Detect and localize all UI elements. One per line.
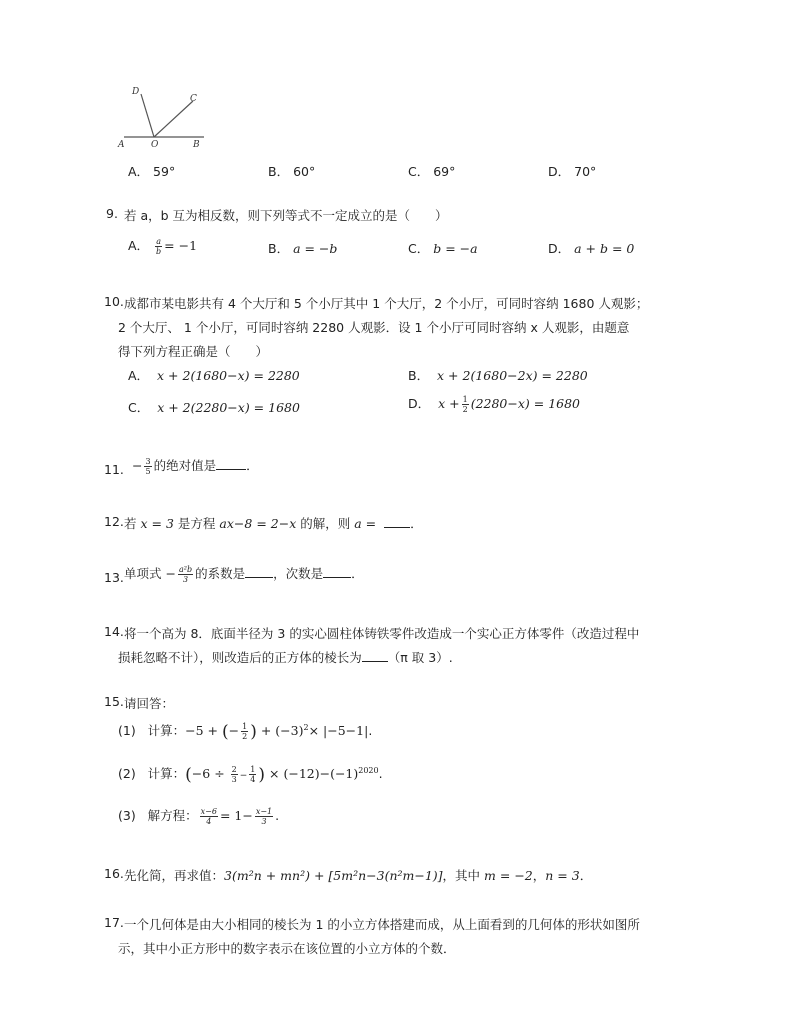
q9-option-c: C． b = −a bbox=[408, 241, 478, 256]
q10-option-a: A． x + 2(1680−x) = 2280 bbox=[128, 368, 300, 383]
q10-stem-line3: 得下列方程正确是（ ） bbox=[118, 344, 269, 359]
q9-option-a: A． $\frac{a}{b}$ = −1 bbox=[128, 237, 198, 256]
q10-option-d: D． x + $\frac{1}{2}$ (2280−x) = 1680 bbox=[408, 395, 581, 414]
ray-oc bbox=[154, 101, 193, 137]
q9-stem: 若 a，b 互为相反数，则下列等式不一定成立的是（ ） bbox=[124, 208, 448, 223]
label-d: D bbox=[132, 87, 140, 97]
q14-answer-blank[interactable] bbox=[362, 650, 388, 662]
q11-body: − $\frac{3}{5}$ 的绝对值是 ． bbox=[132, 457, 259, 476]
q14-line2: 损耗忽略不计），则改造后的正方体的棱长为 （π 取 3）. bbox=[118, 650, 453, 665]
q9-option-b: B． a = −b bbox=[268, 241, 338, 256]
q16-number: 16. bbox=[104, 866, 124, 881]
angle-figure bbox=[110, 80, 220, 152]
q10-number: 10. bbox=[104, 294, 124, 309]
q13-blank-coefficient[interactable] bbox=[245, 566, 273, 578]
q13-number: 13. bbox=[104, 570, 124, 585]
q15-part3: (3) 解方程： $\frac{x-6}{4}$ = 1− $\frac{x-1}{3}$ . bbox=[118, 807, 280, 826]
q15-part1: (1) 计算：−5 + (− $\frac{1}{2}$ ) + $(-3)^2\times |-5-1|$. bbox=[118, 722, 373, 742]
q13-blank-degree[interactable] bbox=[323, 566, 351, 578]
q9-number: 9. bbox=[106, 206, 118, 221]
q17-line1: 一个几何体是由大小相同的棱长为 1 的小立方体搭建而成，从上面看到的几何体的形状如图所 bbox=[124, 917, 640, 932]
label-c: C bbox=[190, 94, 197, 104]
q15-part2: (2) 计算：(−6 ÷ $\frac{2}{3}$ − $\frac{1}{4}$ ) × $(-12)-(-1)^{2020}$. bbox=[118, 765, 383, 785]
q10-stem-line1: 成都市某电影共有 4 个大厅和 5 个小厅其中 1 个大厅，2 个小厅，可同时容纳 1680 人观影； bbox=[124, 296, 649, 311]
q12-body: 若 x = 3 是方程 ax−8 = 2−x 的解，则 a = ． bbox=[124, 516, 423, 531]
q15-stem: 请回答： bbox=[124, 696, 175, 711]
q14-line1: 将一个高为 8．底面半径为 3 的实心圆柱体铸铁零件改造成一个实心正方体零件（改造过程中 bbox=[124, 626, 640, 641]
q17-number: 17. bbox=[104, 915, 124, 930]
label-o: O bbox=[151, 140, 159, 150]
q17-line2: 示，其中小正方形中的数字表示在该位置的小立方体的个数． bbox=[118, 941, 456, 956]
q8-option-c: C． 69° bbox=[408, 164, 456, 179]
label-a: A bbox=[118, 140, 125, 150]
q10-stem-line2: 2 个大厅、 1 个小厅，可同时容纳 2280 人观影．设 1 个小厅可同时容纳 x 人观影，由题意 bbox=[118, 320, 630, 335]
q11-number: 11. bbox=[104, 462, 124, 477]
q8-option-a: A． 59° bbox=[128, 164, 176, 179]
ray-od bbox=[141, 94, 154, 137]
q8-option-b: B． 60° bbox=[268, 164, 316, 179]
q14-number: 14. bbox=[104, 624, 124, 639]
q16-body: 先化简，再求值：3(m²n + mn²) + [5m²n−3(n²m−1)]，其中 m = −2，n = 3． bbox=[124, 868, 593, 883]
q10-option-c: C． x + 2(2280−x) = 1680 bbox=[128, 400, 300, 415]
q12-answer-blank[interactable] bbox=[384, 516, 410, 528]
q12-number: 12. bbox=[104, 514, 124, 529]
label-b: B bbox=[193, 140, 200, 150]
q13-body: 单项式 − $\frac{\text{a²b}}{3}$ 的系数是 ，次数是 ． bbox=[124, 565, 364, 584]
q9-option-d: D． a + b = 0 bbox=[548, 241, 635, 256]
q15-number: 15. bbox=[104, 694, 124, 709]
q11-answer-blank[interactable] bbox=[216, 458, 246, 470]
q10-option-b: B． x + 2(1680−2x) = 2280 bbox=[408, 368, 588, 383]
q8-option-d: D． 70° bbox=[548, 164, 597, 179]
